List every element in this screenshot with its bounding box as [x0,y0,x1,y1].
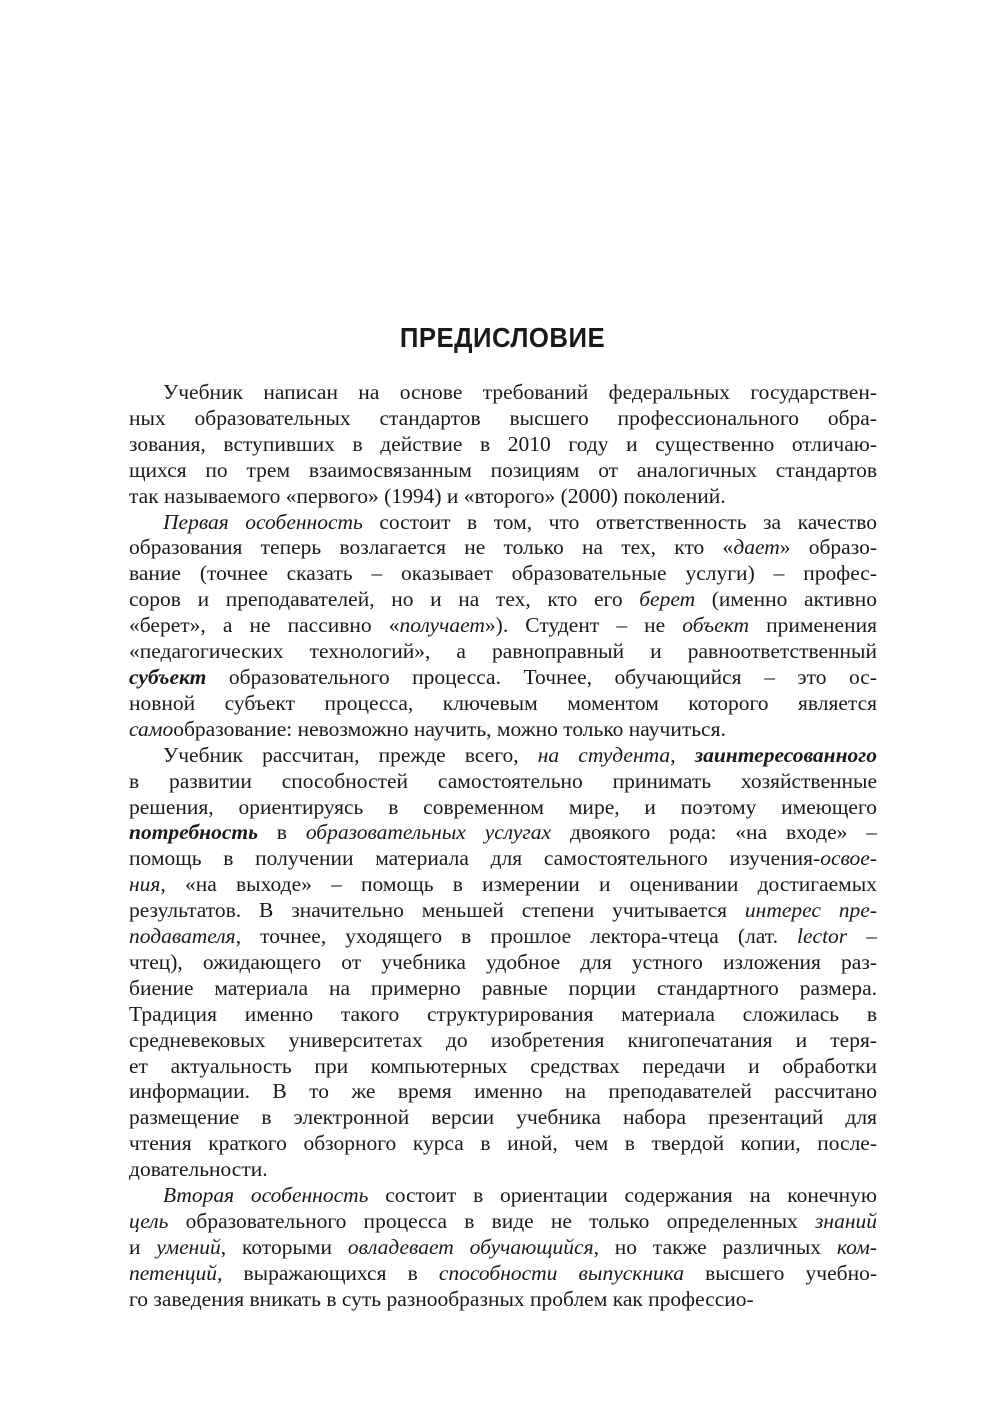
text-line: ных образовательных стандартов высшего профессионального обра- [129,405,877,430]
text-line: ет актуальность при компьютерных средствах передачи и обработки [129,1053,877,1078]
text-line: потребность в образовательных услугах двоякого рода: «на входе» – [129,820,878,845]
text-line: в развитии способностей самостоятельно принимать хозяйственные [129,768,877,793]
text-line: и умений, которыми овладевает обучающийся, но также различных ком- [129,1234,877,1259]
text-line: «педагогических технологий», а равноправный и равноответственный [129,639,877,664]
text-line: Учебник рассчитан, прежде всего, на студента, заинтересованного [163,742,877,767]
text-line: соров и преподавателей, но и на тех, кто его берет (именно активно [129,587,877,612]
text-line: субъект образовательного процесса. Точнее, обучающийся – это ос- [129,664,877,689]
text-line: ния, «на выходе» – помощь в измерении и оценивании достигаемых [129,872,877,897]
text-line: Первая особенность состоит в том, что ответственность за качество [163,509,877,534]
text-line: чтец), ожидающего от учебника удобное для устного изложения раз- [129,949,877,974]
text-line: зования, вступивших в действие в 2010 году и существенно отличаю- [129,431,877,456]
preface-body [129,380,877,1313]
text-line: подавателя, точнее, уходящего в прошлое лектора-чтеца (лат. lector – [129,924,877,949]
text-line: информации. В то же время именно на преподавателей рассчитано [129,1079,877,1104]
text-line: образования теперь возлагается не только на тех, кто «дает» образо- [129,535,877,560]
text-line: Традиция именно такого структурирования материала сложилась в [129,1001,877,1026]
text-line: размещение в электронной версии учебника набора презентаций для [129,1105,877,1130]
text-line: новной субъект процесса, ключевым моментом которого является [129,690,877,715]
text-line: самообразование: невозможно научить, можно только научиться. [129,716,726,741]
paragraph [129,743,877,1183]
text-line: «берет», а не пассивно «получает»). Студент – не объект применения [129,613,877,638]
text-line: помощь в получении материала для самостоятельного изучения-освое- [129,846,877,871]
paragraph [129,380,877,510]
paragraph [129,1183,877,1313]
text-line: Учебник написан на основе требований федеральных государствен- [163,380,877,404]
text-line: го заведения вникать в суть разнообразных проблем как профессио- [129,1286,754,1311]
text-line: довательности. [129,1157,268,1182]
text-line: цель образовательного процесса в виде не только определенных знаний [129,1209,877,1233]
text-line: результатов. В значительно меньшей степени учитывается интерес пре- [129,898,877,923]
text-line: так называемого «первого» (1994) и «второго» (2000) поколений. [129,483,726,508]
text-line: чтения краткого обзорного курса в иной, чем в твердой копии, после- [129,1131,877,1156]
text-line: средневековых университетах до изобретения книгопечатания и теря- [129,1027,877,1052]
text-line: щихся по трем взаимосвязанным позициям от аналогичных стандартов [129,457,877,482]
text-line: Вторая особенность состоит в ориентации содержания на конечную [163,1183,877,1208]
text-line: решения, ориентируясь в современном мире, и поэтому имеющего [129,794,877,819]
text-line: биение материала на примерно равные порции стандартного размера. [129,975,877,1000]
page-title: ПРЕДИСЛОВИЕ [399,322,606,353]
paragraph [129,510,877,743]
text-line: вание (точнее сказать – оказывает образовательные услуги) – профес- [129,561,877,586]
text-line: петенций, выражающихся в способности выпускника высшего учебно- [129,1260,878,1285]
